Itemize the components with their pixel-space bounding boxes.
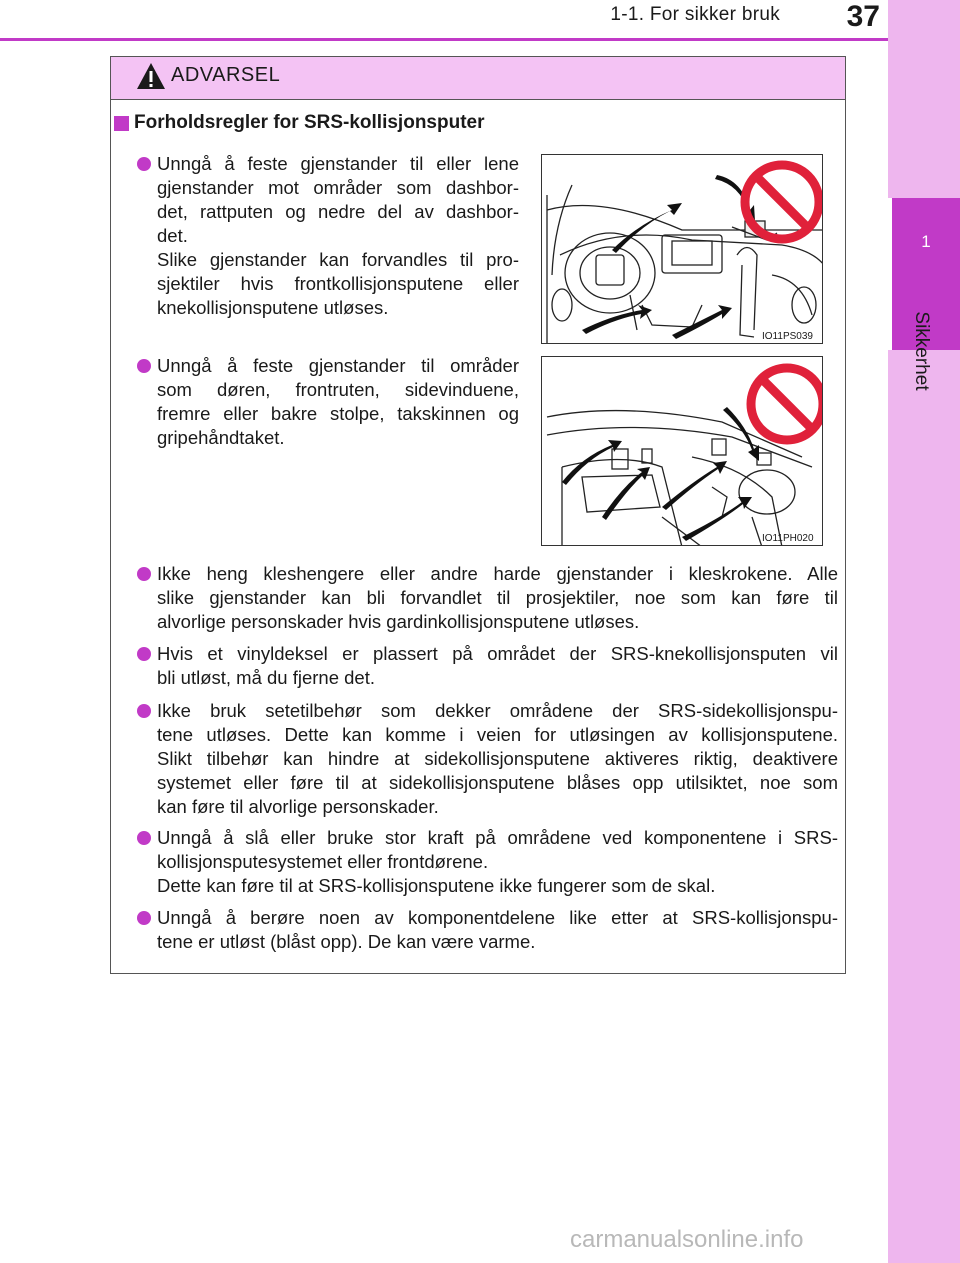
watermark-text: carmanualsonline.info	[570, 1226, 804, 1253]
bullet-icon	[137, 911, 151, 925]
bullet-icon	[137, 567, 151, 581]
text-line: Unngå å slå eller bruke stor kraft på områdene ved komponentene i SRS-	[157, 827, 838, 848]
text-line: tene utløses. Dette kan komme i veien for utløsingen av kollisjonsputene.	[157, 724, 838, 745]
header-rule	[0, 38, 888, 41]
bullet-icon	[137, 157, 151, 171]
text-line: sjektiler hvis frontkollisjonsputene eller	[157, 273, 519, 294]
text-line: knekollisjonsputene utløses.	[157, 297, 389, 318]
warning-section-title: Forholdsregler for SRS-kollisjonsputer	[134, 112, 485, 133]
chapter-number: 1	[921, 232, 931, 251]
bullet-icon	[137, 704, 151, 718]
text-line: fremre eller bakre stolpe, takskinnen og	[157, 403, 519, 424]
text-line: Unngå å feste gjenstander til eller lene	[157, 153, 519, 174]
text-line: alvorlige personskader hvis gardinkollisjonsputene utløses.	[157, 611, 640, 632]
text-line: Slike gjenstander kan forvandles til pro-	[157, 249, 519, 270]
text-line: kollisjonsputesystemet eller frontdørene.	[157, 851, 489, 872]
warning-item	[157, 906, 838, 954]
text-line: kan føre til alvorlige personskader.	[157, 796, 439, 817]
text-line: Unngå å berøre noen av komponentdelene like etter at SRS-kollisjonspu-	[157, 907, 838, 928]
text-line: som døren, frontruten, sidevinduene,	[157, 379, 519, 400]
bullet-icon	[137, 647, 151, 661]
text-line: Dette kan føre til at SRS-kollisjonsputene ikke fungerer som de skal.	[157, 875, 716, 896]
interior-drawing	[542, 357, 823, 546]
text-line: det.	[157, 225, 188, 246]
bullet-icon	[137, 831, 151, 845]
text-line: systemet eller føre til at sidekollisjonsputene blåses opp utilsiktet, noe som	[157, 772, 838, 793]
warning-item	[157, 562, 838, 634]
figure-code: IO11PH020	[762, 533, 814, 544]
text-line: Ikke bruk setetilbehør som dekker områdene der SRS-sidekollisjonspu-	[157, 700, 838, 721]
text-line: gjenstander mot områder som dashbor-	[157, 177, 519, 198]
dashboard-illustration	[541, 154, 823, 344]
text-line: slike gjenstander kan bli forvandlet til prosjektiler, noe som kan føre til	[157, 587, 838, 608]
warning-title: ADVARSEL	[171, 64, 281, 86]
text-line: Slikt tilbehør kan hindre at sidekollisjonsputene aktiveres riktig, deaktivere	[157, 748, 838, 769]
page-number: 37	[846, 0, 880, 33]
section-square-icon	[114, 116, 129, 131]
warning-item	[157, 826, 838, 898]
warning-triangle-icon	[136, 62, 166, 90]
text-line: Hvis et vinyldeksel er plassert på området der SRS-knekollisjonsputen vil	[157, 643, 838, 664]
chapter-side-tab	[888, 0, 960, 1263]
text-line: bli utløst, må du fjerne det.	[157, 667, 375, 688]
text-line: tene er utløst (blåst opp). De kan være varme.	[157, 931, 536, 952]
text-line: gripehåndtaket.	[157, 427, 285, 448]
section-title: 1-1. For sikker bruk	[610, 4, 780, 25]
warning-item	[157, 152, 519, 320]
text-line: Ikke heng kleshengere eller andre harde gjenstander i kleskrokene. Alle	[157, 563, 838, 584]
interior-illustration	[541, 356, 823, 546]
text-line: det, rattputen og nedre del av dashbor-	[157, 201, 519, 222]
dashboard-drawing	[542, 155, 823, 344]
warning-item	[157, 642, 838, 690]
warning-item	[157, 354, 519, 450]
prohibition-icon	[745, 165, 819, 239]
chapter-label: Sikkerhet	[911, 311, 932, 391]
bullet-icon	[137, 359, 151, 373]
warning-item	[157, 699, 838, 819]
text-line: Unngå å feste gjenstander til områder	[157, 355, 519, 376]
prohibition-icon	[751, 368, 823, 440]
figure-code: IO11PS039	[762, 331, 813, 342]
